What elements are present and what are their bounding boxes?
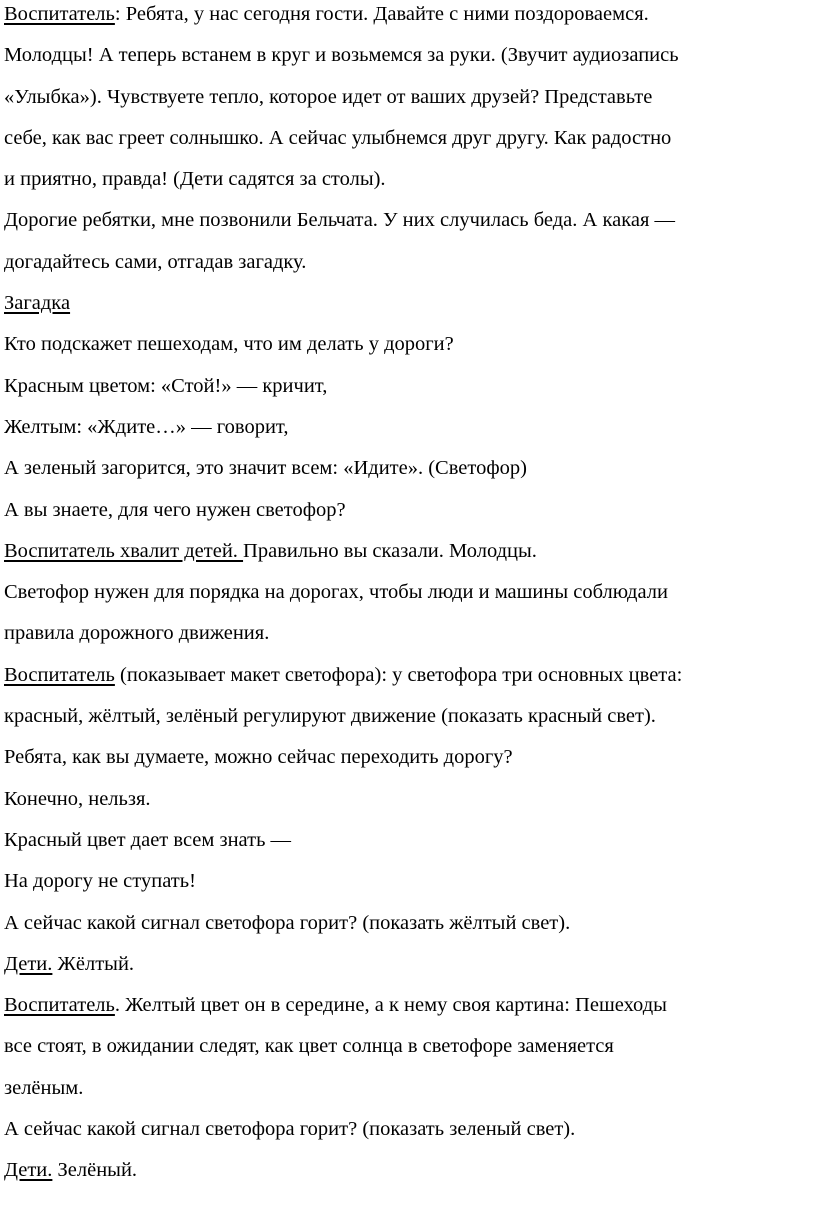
text-line bbox=[4, 366, 816, 407]
line-text: Конечно, нельзя. bbox=[4, 787, 151, 810]
riddle-heading bbox=[4, 283, 816, 324]
line-text: Жёлтый. bbox=[52, 952, 135, 975]
line-text: Правильно вы сказали. Молодцы. bbox=[243, 539, 537, 562]
line-text: себе, как вас греет солнышко. А сейчас улыбнемся друг другу. Как радостно bbox=[4, 126, 672, 149]
line-text: Светофор нужен для порядка на дорогах, чтобы люди и машины соблюдали bbox=[4, 581, 668, 604]
speaker-label: Воспитатель хвалит детей. bbox=[4, 539, 244, 562]
text-line bbox=[4, 242, 816, 283]
line-text: . Желтый цвет он в середине, а к нему своя картина: Пешеходы bbox=[114, 994, 667, 1017]
line-text: красный, жёлтый, зелёный регулируют движение (показать красный свет). bbox=[4, 705, 656, 728]
speaker-label: Воспитатель bbox=[4, 663, 115, 686]
line-text: все стоят, в ожидании следят, как цвет солнца в светофоре заменяется bbox=[4, 1035, 614, 1058]
line-text: Желтым: «Ждите…» — говорит, bbox=[4, 415, 289, 438]
line-text: догадайтесь сами, отгадав загадку. bbox=[4, 250, 307, 273]
text-line bbox=[4, 0, 816, 35]
text-line bbox=[4, 655, 816, 696]
text-line bbox=[4, 737, 816, 778]
line-text: Молодцы! А теперь встанем в круг и возьмемся за руки. (Звучит аудиозапись bbox=[4, 44, 679, 67]
line-text: А сейчас какой сигнал светофора горит? (показать зеленый свет). bbox=[4, 1118, 576, 1141]
line-text: А вы знаете, для чего нужен светофор? bbox=[4, 498, 346, 521]
speaker-label: Воспитатель bbox=[4, 994, 115, 1017]
text-line bbox=[4, 1109, 816, 1150]
line-text: Зелёный. bbox=[52, 1159, 138, 1182]
text-line bbox=[4, 820, 816, 861]
line-text: Дорогие ребятки, мне позвонили Бельчата. У них случилась беда. А какая — bbox=[4, 209, 676, 232]
line-text: А зеленый загорится, это значит всем: «Идите». (Светофор) bbox=[4, 457, 527, 480]
text-line bbox=[4, 77, 816, 118]
text-line bbox=[4, 861, 816, 902]
text-line bbox=[4, 696, 816, 737]
text-line bbox=[4, 1026, 816, 1067]
text-line bbox=[4, 572, 816, 613]
line-text: Красным цветом: «Стой!» — кричит, bbox=[4, 374, 328, 397]
line-text: А сейчас какой сигнал светофора горит? (показать жёлтый свет). bbox=[4, 911, 571, 934]
section-heading: Загадка bbox=[4, 292, 71, 315]
line-text: Кто подскажет пешеходам, что им делать у дороги? bbox=[4, 333, 454, 356]
text-line bbox=[4, 985, 816, 1026]
speaker-label: Дети. bbox=[4, 1159, 53, 1182]
text-line bbox=[4, 613, 816, 654]
text-line bbox=[4, 531, 816, 572]
text-line bbox=[4, 1150, 816, 1191]
speaker-label: Воспитатель bbox=[4, 3, 115, 25]
line-text: Красный цвет дает всем знать — bbox=[4, 828, 292, 851]
text-line bbox=[4, 407, 816, 448]
speaker-label: Дети. bbox=[4, 952, 53, 975]
text-line bbox=[4, 324, 816, 365]
text-line bbox=[4, 779, 816, 820]
line-text: зелёным. bbox=[4, 1076, 84, 1099]
text-line bbox=[4, 448, 816, 489]
text-line bbox=[4, 944, 816, 985]
line-text: (показывает макет светофора): у светофора три основных цвета: bbox=[114, 663, 683, 686]
text-line bbox=[4, 35, 816, 76]
text-line bbox=[4, 1068, 816, 1109]
line-text: Ребята, как вы думаете, можно сейчас переходить дорогу? bbox=[4, 746, 513, 769]
line-text: правила дорожного движения. bbox=[4, 622, 270, 645]
text-line bbox=[4, 903, 816, 944]
text-line bbox=[4, 490, 816, 531]
text-line bbox=[4, 159, 816, 200]
line-text: : Ребята, у нас сегодня гости. Давайте с ними поздороваемся. bbox=[114, 3, 649, 25]
line-text: На дорогу не ступать! bbox=[4, 870, 196, 893]
line-text: «Улыбка»). Чувствуете тепло, которое идет от ваших друзей? Представьте bbox=[4, 85, 653, 108]
text-line bbox=[4, 118, 816, 159]
line-text: и приятно, правда! (Дети садятся за столы). bbox=[4, 168, 386, 191]
text-line bbox=[4, 200, 816, 241]
